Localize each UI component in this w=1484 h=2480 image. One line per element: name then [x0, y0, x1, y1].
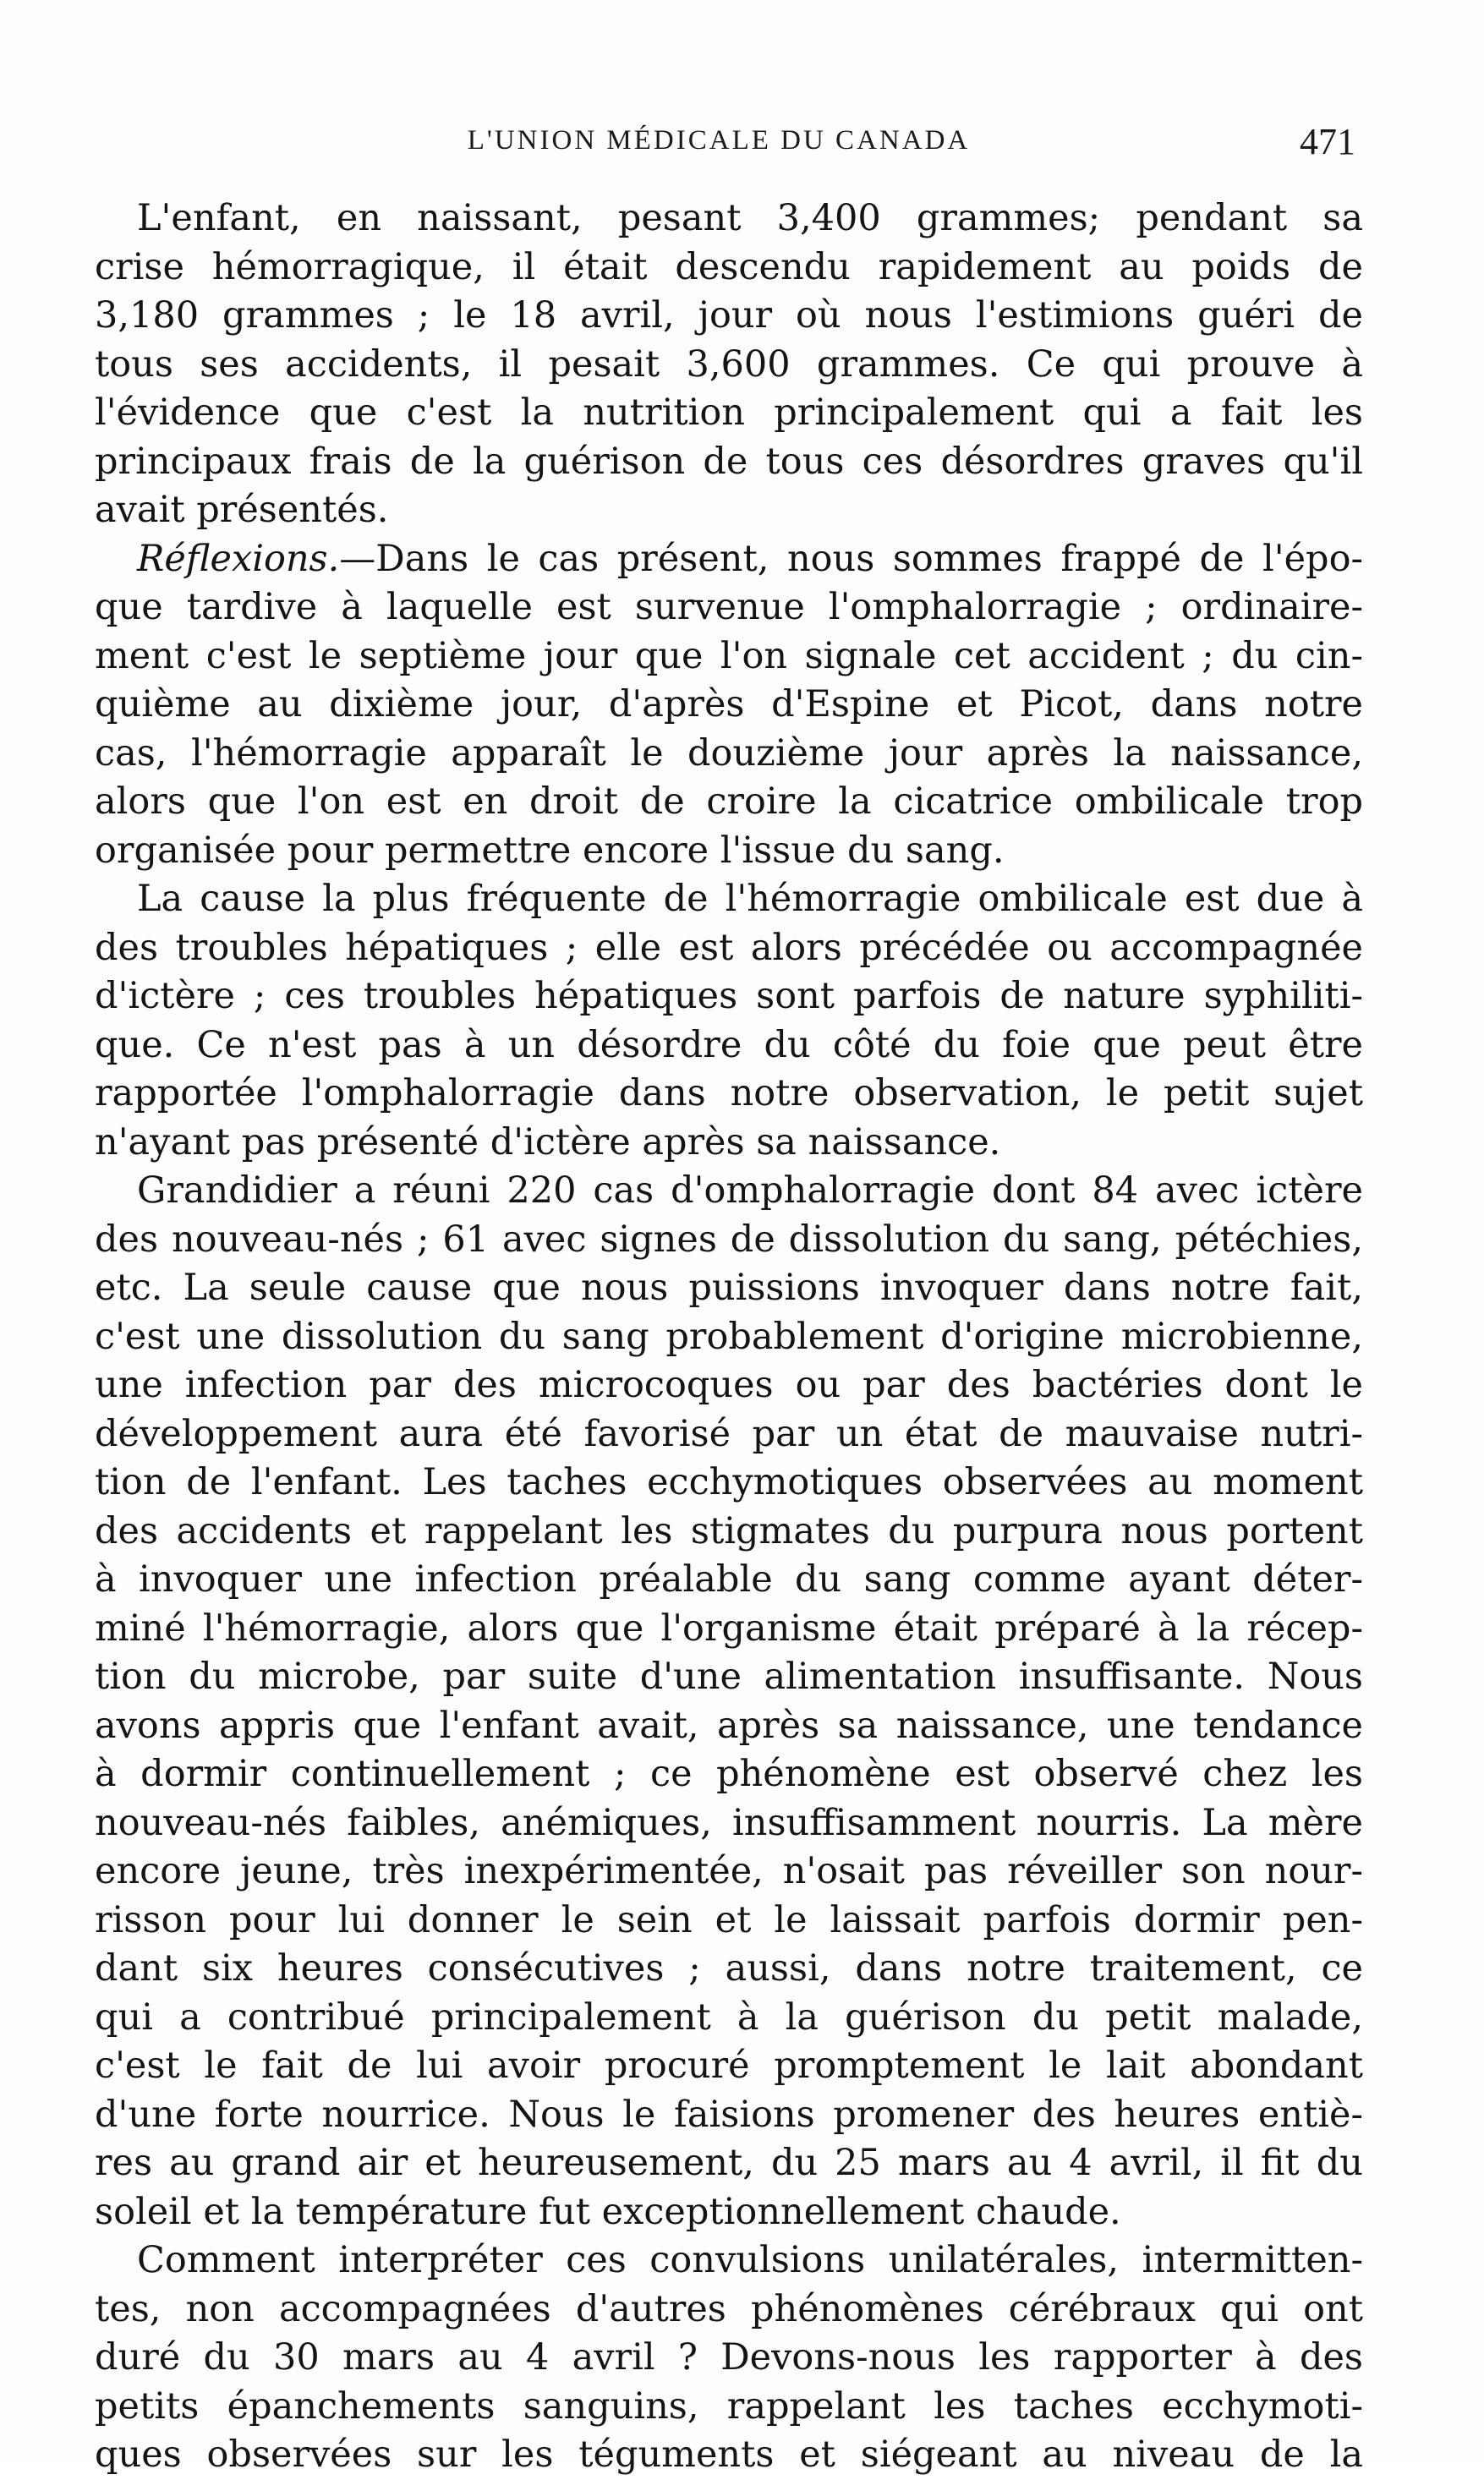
paragraph-1 — [95, 194, 1363, 535]
running-title: L'UNION MÉDICALE DU CANADA — [467, 125, 971, 156]
text-line: d'une forte nourrice. Nous le faisions promener des heures entiè- — [95, 2093, 1363, 2136]
text-line: une infection par des microcoques ou par des bactéries dont le — [95, 1364, 1363, 1406]
text-line: tes, non accompagnées d'autres phénomènes cérébraux qui ont — [95, 2287, 1363, 2330]
text-line: organisée pour permettre encore l'issue du sang. — [95, 829, 1005, 872]
text-line: tion de l'enfant. Les taches ecchymotiques observées au moment — [95, 1461, 1363, 1503]
reflexions-heading: Réflexions. — [137, 537, 340, 580]
text-line: petits épanchements sanguins, rappelant les taches ecchymoti- — [95, 2384, 1363, 2428]
text-line: des troubles hépatiques ; elle est alors précédée ou accompagnée — [95, 926, 1363, 969]
text-line: crise hémorragique, il était descendu rapidement au poids de — [95, 245, 1363, 288]
text-line: avait présentés. — [95, 489, 389, 531]
paragraph-3 — [95, 875, 1363, 1167]
text-line: quième au dixième jour, d'après d'Espine et Picot, dans notre — [95, 683, 1363, 725]
text-line: l'évidence que c'est la nutrition principalement qui a fait les — [95, 391, 1363, 434]
text-line: n'ayant pas présenté d'ictère après sa naissance. — [95, 1120, 1001, 1163]
text-line: développement aura été favorisé par un état de mauvaise nutri- — [95, 1412, 1363, 1455]
text-line: que. Ce n'est pas à un désordre du côté du foie que peut être — [95, 1023, 1363, 1066]
text-line: encore jeune, très inexpérimentée, n'osait pas réveiller son nour- — [95, 1850, 1363, 1892]
text-line: qui a contribué principalement à la guérison du petit malade, — [95, 1995, 1363, 2039]
text-line: soleil et la température fut exceptionnellement chaude. — [95, 2190, 1121, 2233]
paragraph-4 — [95, 1167, 1363, 2236]
text-line: principaux frais de la guérison de tous ces désordres graves qu'il — [95, 440, 1363, 483]
text-line: alors que l'on est en droit de croire la cicatrice ombilicale trop — [95, 780, 1363, 823]
text-line: Grandidier a réuni 220 cas d'omphalorragie dont 84 avec ictère — [137, 1169, 1363, 1212]
text-line: tous ses accidents, il pesait 3,600 grammes. Ce qui prouve à — [95, 342, 1363, 386]
text-line-rest: —Dans le cas présent, nous sommes frappé de l'épo- — [339, 537, 1363, 580]
text-line: ment c'est le septième jour que l'on signale cet accident ; du cin- — [95, 634, 1363, 677]
text-line: 3,180 grammes ; le 18 avril, jour où nous l'estimions guéri de — [95, 294, 1363, 337]
text-line: c'est une dissolution du sang probablement d'origine microbienne, — [95, 1315, 1363, 1358]
text-line: duré du 30 mars au 4 avril ? Devons-nous les rapporter à des — [95, 2336, 1363, 2379]
paragraph-2 — [95, 535, 1363, 876]
text-line: nouveau-nés faibles, anémiques, insuffisamment nourris. La mère — [95, 1801, 1363, 1844]
text-line: c'est le fait de lui avoir procuré promptement le lait abondant — [95, 2045, 1363, 2087]
text-line: des nouveau-nés ; 61 avec signes de dissolution du sang, pétéchies, — [95, 1218, 1363, 1261]
text-line: La cause la plus fréquente de l'hémorragie ombilicale est due à — [137, 878, 1363, 920]
text-line: Comment interpréter ces convulsions unilatérales, intermitten- — [137, 2239, 1363, 2281]
text-line: des accidents et rappelant les stigmates du purpura nous portent — [95, 1509, 1363, 1552]
text-line: tion du microbe, par suite d'une alimentation insuffisante. Nous — [95, 1656, 1363, 1698]
text-line: risson pour lui donner le sein et le laissait parfois dormir pen- — [95, 1898, 1363, 1941]
text-line: d'ictère ; ces troubles hépatiques sont parfois de nature syphiliti- — [95, 975, 1363, 1017]
page-number: 471 — [1300, 121, 1355, 162]
text-line: rapportée l'omphalorragie dans notre observation, le petit sujet — [95, 1072, 1363, 1114]
text-line: res au grand air et heureusement, du 25 mars au 4 avril, il fit du — [95, 2142, 1363, 2184]
text-line: à invoquer une infection préalable du sang comme ayant déter- — [95, 1558, 1363, 1601]
text-line: etc. La seule cause que nous puissions invoquer dans notre fait, — [95, 1267, 1363, 1309]
body-text — [95, 194, 1363, 2480]
paragraph-5 — [95, 2236, 1363, 2480]
text-line: miné l'hémorragie, alors que l'organisme était préparé à la récep- — [95, 1607, 1363, 1650]
text-line: avons appris que l'enfant avait, après sa naissance, une tendance — [95, 1704, 1363, 1747]
text-line: à dormir continuellement ; ce phénomène est observé chez les — [95, 1753, 1363, 1795]
text-line: L'enfant, en naissant, pesant 3,400 grammes; pendant sa — [137, 197, 1363, 239]
text-line — [95, 535, 1363, 584]
text-line: que tardive à laquelle est survenue l'omphalorragie ; ordinaire- — [95, 586, 1363, 628]
text-line: cas, l'hémorragie apparaît le douzième jour après la naissance, — [95, 731, 1363, 775]
text-line: dant six heures consécutives ; aussi, dans notre traitement, ce — [95, 1947, 1363, 1990]
text-line: ques observées sur les téguments et siégeant au niveau de la — [95, 2433, 1363, 2476]
